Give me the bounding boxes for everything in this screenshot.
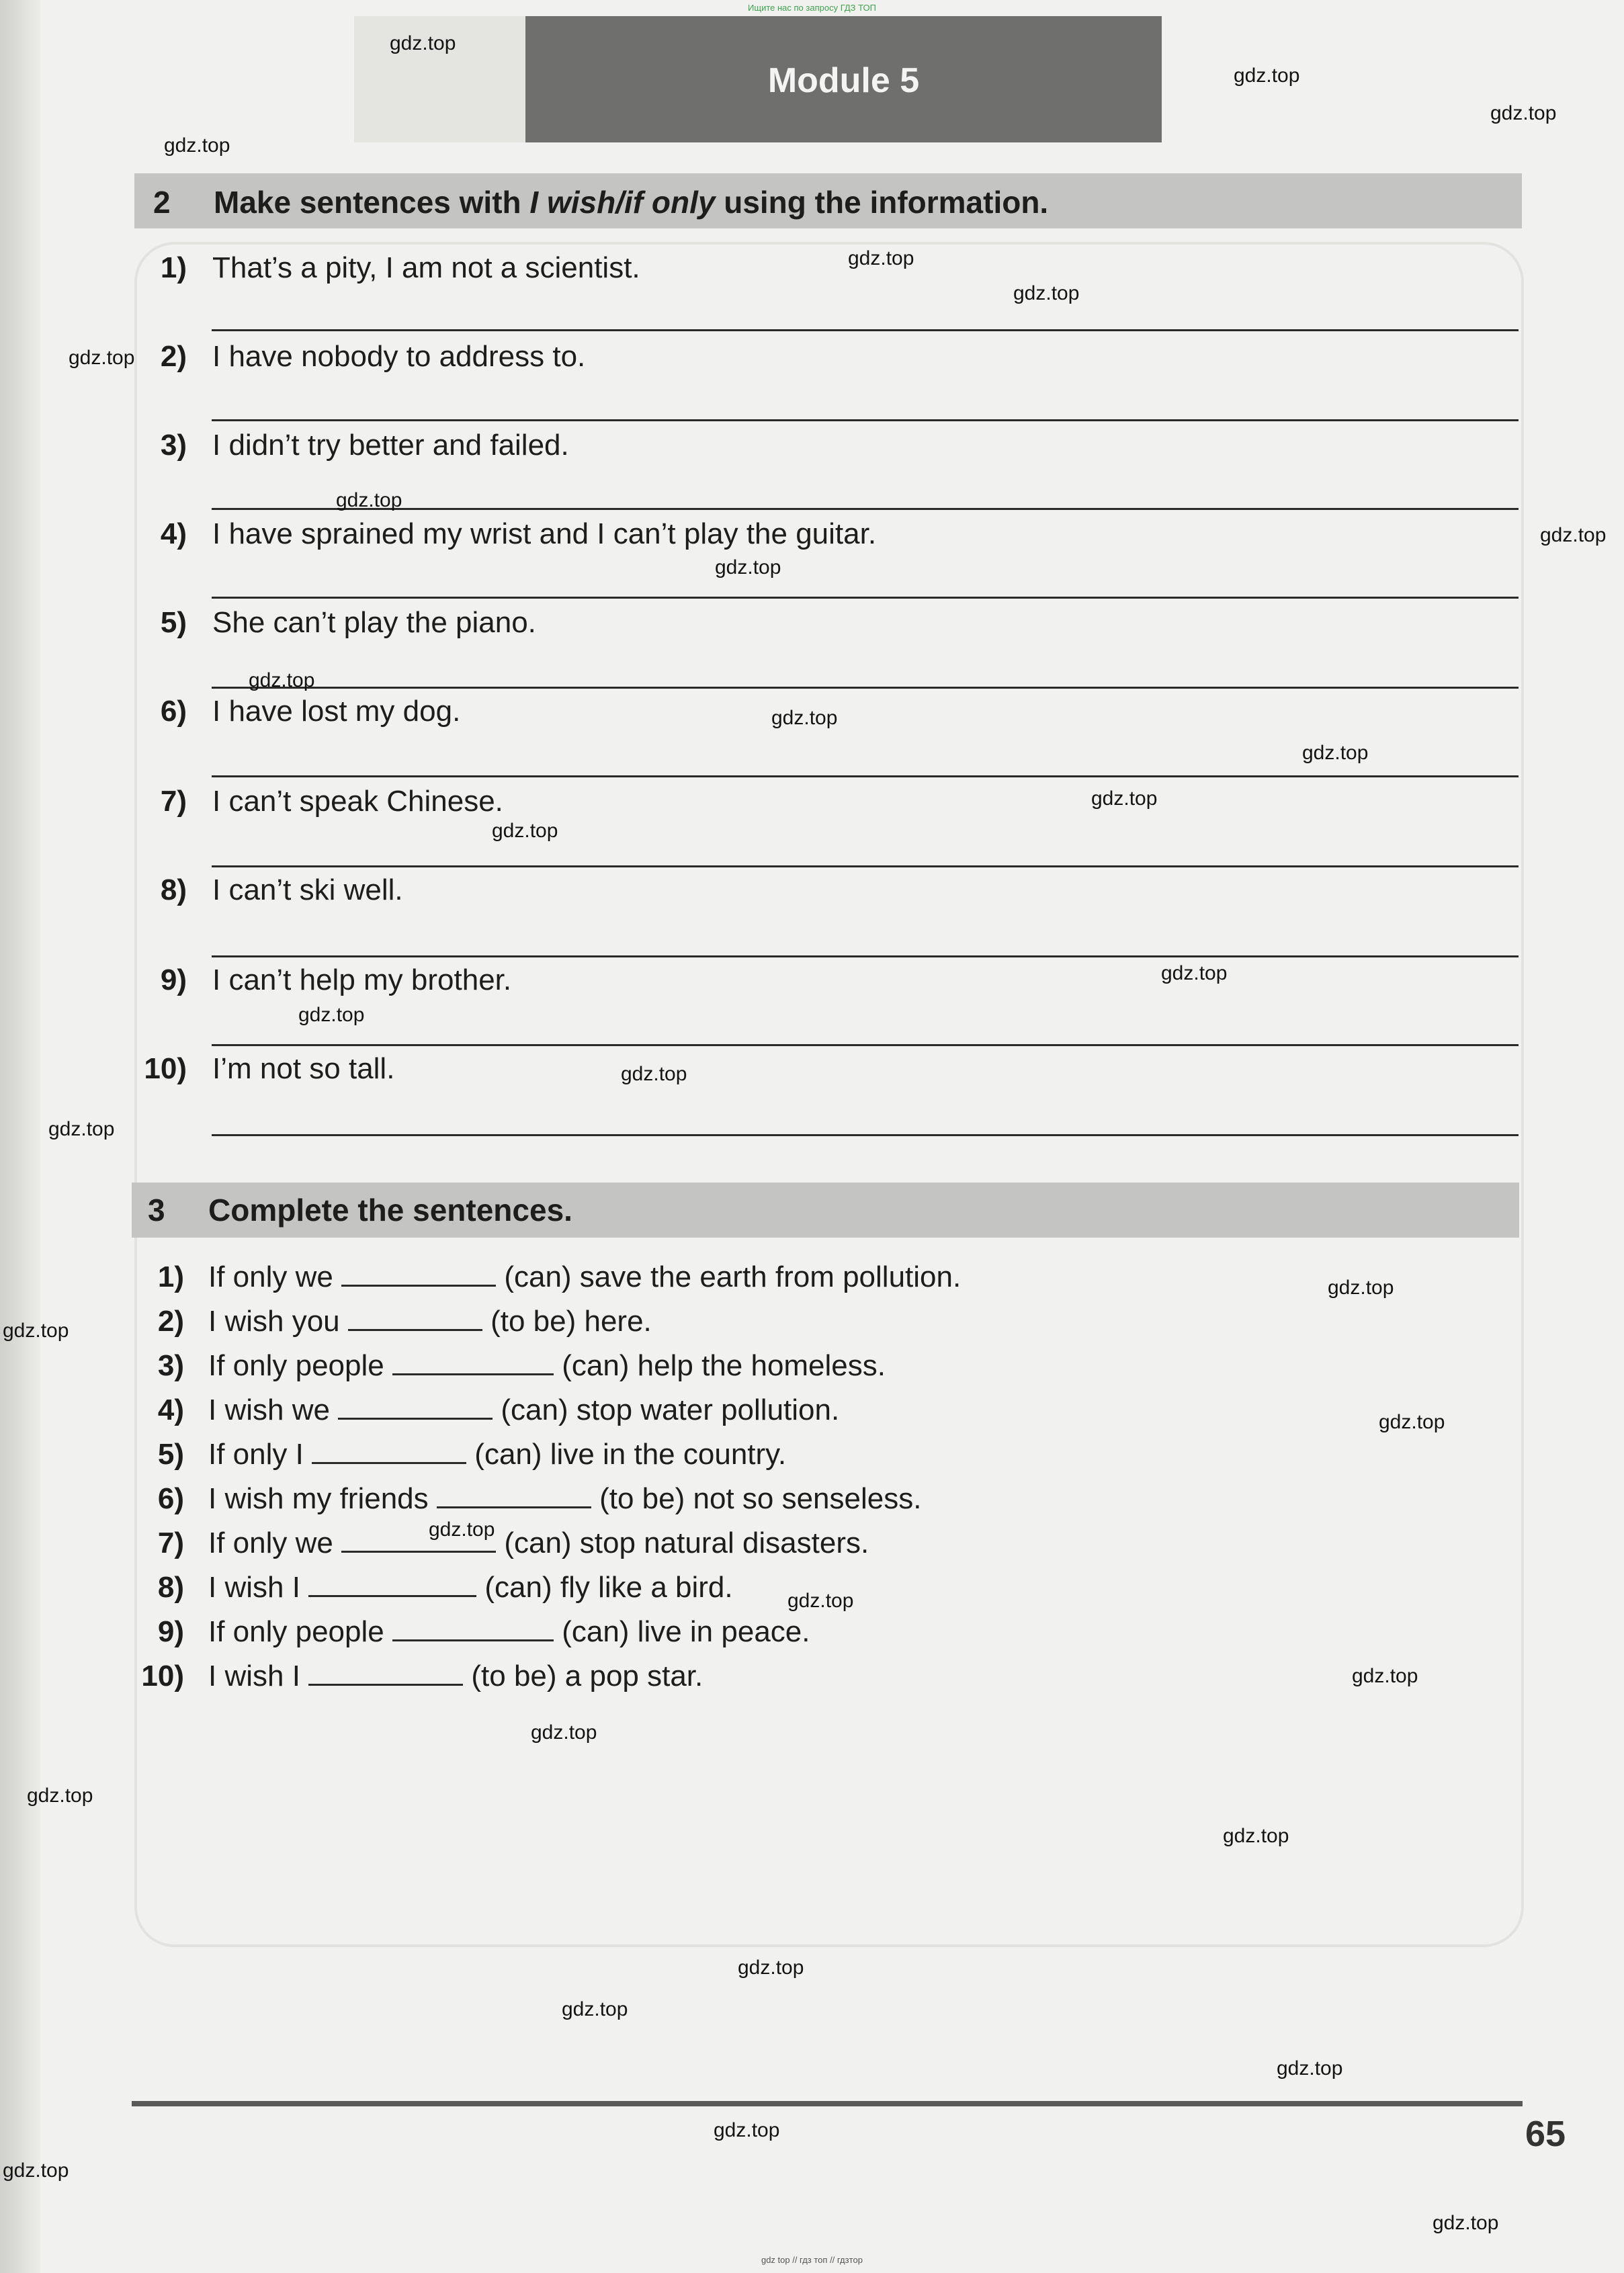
watermark: gdz.top	[298, 1004, 365, 1026]
watermark: gdz.top	[249, 669, 315, 691]
top-search-note: Ищите нас по запросу ГДЗ ТОП	[748, 3, 876, 13]
ex3-item-3-blank[interactable]	[392, 1349, 554, 1375]
ex2-item-3-answer-line[interactable]	[212, 508, 1519, 510]
ex3-item-8-number: 8)	[157, 1571, 184, 1604]
ex2-item-3-number: 3)	[160, 429, 187, 462]
ex2-item-8-text: I can’t ski well.	[212, 873, 403, 906]
watermark: gdz.top	[1433, 2212, 1499, 2234]
watermark: gdz.top	[714, 2119, 780, 2141]
ex3-item-9-sentence: If only people (can) live in peace.	[208, 1615, 810, 1648]
ex3-item-1-number: 1)	[157, 1260, 184, 1293]
watermark: gdz.top	[848, 247, 914, 269]
ex3-item-2-blank[interactable]	[348, 1305, 482, 1331]
ex2-item-3-text: I didn’t try better and failed.	[212, 429, 569, 462]
watermark: gdz.top	[3, 1320, 69, 1342]
ex2-item-9-text: I can’t help my brother.	[212, 963, 512, 996]
ex3-item-8-blank[interactable]	[308, 1571, 476, 1597]
ex3-item-8-sentence: I wish I (can) fly like a bird.	[208, 1571, 733, 1604]
watermark: gdz.top	[27, 1785, 93, 1807]
watermark: gdz.top	[787, 1590, 854, 1612]
ex3-item-7-sentence: If only we (can) stop natural disasters.	[208, 1527, 869, 1559]
ex3-item-9-blank[interactable]	[392, 1615, 554, 1641]
ex3-item-4-blank[interactable]	[338, 1393, 493, 1420]
ex2-item-1-text: That’s a pity, I am not a scientist.	[212, 251, 640, 284]
ex3-item-10-sentence: I wish I (to be) a pop star.	[208, 1660, 703, 1692]
ex3-item-1-sentence: If only we (can) save the earth from pollution.	[208, 1260, 961, 1293]
ex2-item-10-number: 10)	[144, 1052, 187, 1085]
ex2-item-10-answer-line[interactable]	[212, 1134, 1519, 1136]
watermark: gdz.top	[69, 347, 135, 369]
watermark: gdz.top	[1161, 962, 1228, 984]
watermark: gdz.top	[390, 32, 456, 54]
watermark: gdz.top	[164, 134, 230, 157]
ex2-item-5-number: 5)	[160, 606, 187, 639]
ex2-item-6-answer-line[interactable]	[212, 775, 1519, 777]
ex2-item-8-answer-line[interactable]	[212, 955, 1519, 957]
ex3-item-7-number: 7)	[157, 1527, 184, 1559]
ex2-item-9-number: 9)	[160, 963, 187, 996]
watermark: gdz.top	[562, 1998, 628, 2020]
ex3-item-2-number: 2)	[157, 1305, 184, 1338]
ex2-item-7-number: 7)	[160, 785, 187, 818]
exercise-3-title: Complete the sentences.	[208, 1193, 572, 1228]
exercise-3-number: 3	[148, 1193, 165, 1228]
ex2-item-6-text: I have lost my dog.	[212, 695, 461, 728]
watermark: gdz.top	[1277, 2057, 1343, 2079]
watermark: gdz.top	[1013, 282, 1080, 304]
ex2-item-4-number: 4)	[160, 517, 187, 550]
ex2-item-5-answer-line[interactable]	[212, 687, 1519, 689]
ex2-item-7-text: I can’t speak Chinese.	[212, 785, 503, 818]
watermark: gdz.top	[715, 556, 781, 578]
ex3-item-6-blank[interactable]	[437, 1482, 591, 1508]
ex3-item-4-number: 4)	[157, 1393, 184, 1426]
module-title: Module 5	[767, 61, 920, 100]
watermark: gdz.top	[429, 1518, 495, 1541]
ex2-item-2-number: 2)	[160, 340, 187, 373]
ex2-item-6-number: 6)	[160, 695, 187, 728]
ex2-item-2-answer-line[interactable]	[212, 419, 1519, 421]
ex3-item-6-number: 6)	[157, 1482, 184, 1515]
ex3-item-4-sentence: I wish we (can) stop water pollution.	[208, 1393, 840, 1426]
ex3-item-5-blank[interactable]	[312, 1438, 466, 1464]
watermark: gdz.top	[1302, 742, 1369, 764]
ex2-item-9-answer-line[interactable]	[212, 1044, 1519, 1046]
ex3-item-10-number: 10)	[141, 1660, 184, 1692]
watermark: gdz.top	[1234, 65, 1300, 87]
watermark: gdz.top	[1352, 1665, 1418, 1687]
watermark: gdz.top	[1091, 787, 1158, 810]
bottom-note: gdz top // гдз топ // гдзтop	[761, 2255, 863, 2265]
watermark: gdz.top	[48, 1118, 115, 1140]
ex3-item-10-blank[interactable]	[308, 1660, 463, 1686]
ex3-item-9-number: 9)	[157, 1615, 184, 1648]
ex3-item-6-sentence: I wish my friends (to be) not so senseless.	[208, 1482, 922, 1515]
watermark: gdz.top	[771, 707, 838, 729]
ex3-item-3-sentence: If only people (can) help the homeless.	[208, 1349, 886, 1382]
ex2-item-1-answer-line[interactable]	[212, 329, 1519, 331]
watermark: gdz.top	[1379, 1411, 1445, 1433]
watermark: gdz.top	[492, 820, 558, 842]
ex2-item-4-answer-line[interactable]	[212, 597, 1519, 599]
ex3-item-2-sentence: I wish you (to be) here.	[208, 1305, 652, 1338]
watermark: gdz.top	[1328, 1277, 1394, 1299]
watermark: gdz.top	[336, 489, 402, 511]
ex3-item-1-blank[interactable]	[341, 1260, 496, 1287]
exercise-2-number: 2	[153, 185, 171, 220]
watermark: gdz.top	[531, 1721, 597, 1744]
exercise-2-title: Make sentences with I wish/if only using the information.	[214, 185, 1049, 220]
page-number: 65	[1525, 2114, 1566, 2154]
ex2-item-7-answer-line[interactable]	[212, 865, 1519, 867]
watermark: gdz.top	[3, 2159, 69, 2182]
ex3-item-5-sentence: If only I (can) live in the country.	[208, 1438, 787, 1471]
ex3-item-3-number: 3)	[157, 1349, 184, 1382]
page-binding-shadow	[0, 0, 40, 2273]
watermark: gdz.top	[1223, 1825, 1289, 1847]
watermark: gdz.top	[621, 1063, 687, 1085]
watermark: gdz.top	[1540, 524, 1607, 546]
ex2-item-1-number: 1)	[160, 251, 187, 284]
watermark: gdz.top	[738, 1957, 804, 1979]
ex2-item-10-text: I’m not so tall.	[212, 1052, 395, 1085]
ex3-item-5-number: 5)	[157, 1438, 184, 1471]
watermark: gdz.top	[1490, 102, 1557, 124]
ex2-item-4-text: I have sprained my wrist and I can’t play the guitar.	[212, 517, 877, 550]
ex2-item-2-text: I have nobody to address to.	[212, 340, 586, 373]
ex2-item-5-text: She can’t play the piano.	[212, 606, 536, 639]
footer-rule	[132, 2101, 1523, 2106]
ex2-item-8-number: 8)	[160, 873, 187, 906]
